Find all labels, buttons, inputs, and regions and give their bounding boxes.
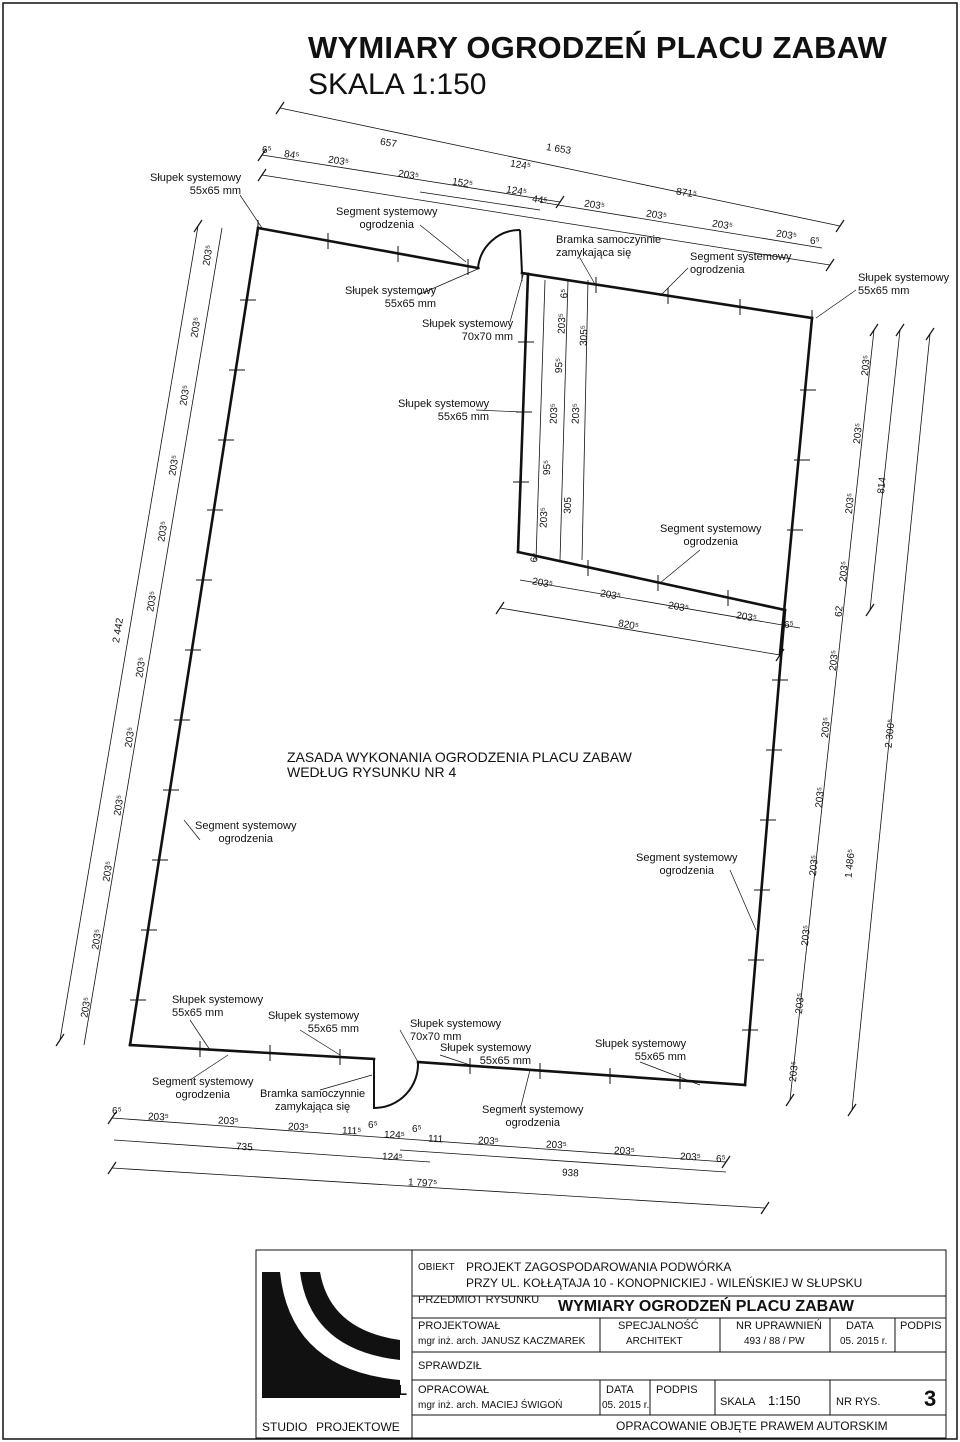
dim-right-seg1: 203⁵ [859, 354, 873, 377]
dim-bot-seg7: 203⁵ [679, 1151, 702, 1164]
tb-skala-value: 1:150 [768, 1393, 801, 1408]
dim-top-seg5: 203⁵ [711, 218, 734, 233]
logo-projektowe: PROJEKTOWE [316, 1420, 400, 1434]
dim-bot-124b: 124⁵ [381, 1151, 404, 1164]
dim-notch-305a: 305⁵ [578, 324, 591, 347]
tb-data2-value: 05. 2015 r. [602, 1400, 650, 1411]
dim-bot-seg2: 203⁵ [217, 1115, 240, 1128]
dim-bot-small4: 6⁵ [716, 1154, 726, 1165]
tb-opracowal-label: OPRACOWAŁ [418, 1384, 490, 1396]
dim-left-seg7: 203⁵ [134, 656, 149, 679]
tb-specjalnosc-value: ARCHITEKT [626, 1336, 683, 1347]
dim-bottom-left-group: 735 [235, 1141, 253, 1154]
dim-left-total: 2 442 [111, 617, 126, 644]
dim-notch-bot-seg2: 203⁵ [599, 588, 622, 603]
dim-right-seg7: 203⁵ [813, 786, 827, 809]
dim-notch-bot-seg3: 203⁵ [667, 600, 690, 615]
dim-top-small: 6⁵ [262, 145, 272, 156]
tb-podpis2-label: PODPIS [656, 1384, 698, 1396]
label-gate-bot: Bramka samoczynnie zamykająca się [260, 1088, 366, 1113]
dim-right-seg2: 203⁵ [851, 422, 865, 445]
dim-notch-seg4: 203⁵ [538, 506, 551, 529]
dim-notch-seg1: 203⁵ [556, 312, 569, 335]
tb-skala-label: SKALA [720, 1396, 756, 1408]
tb-przedmiot-label: PRZEDMIOT RYSUNKU [418, 1294, 540, 1306]
label-segment-bot1: Segment systemowy ogrodzenia [152, 1076, 254, 1101]
dim-left-seg3: 203⁵ [178, 384, 193, 407]
dim-top-seg2: 203⁵ [397, 168, 420, 183]
dim-left-seg8: 203⁵ [123, 726, 138, 749]
dim-notch-small: 6⁵ [559, 288, 571, 299]
label-post-bot3: Słupek systemowy 55x65 mm [440, 1042, 532, 1067]
dim-right-seg4: 203⁵ [837, 560, 851, 583]
dim-bot-small1: 6⁵ [112, 1106, 122, 1117]
label-post-top-mid: Słupek systemowy 55x65 mm [345, 285, 437, 310]
dim-right-seg3: 203⁵ [843, 492, 857, 515]
dim-bot-111a: 111⁵ [341, 1125, 362, 1138]
dim-notch-bot-seg4: 203⁵ [735, 610, 758, 625]
dim-left-seg1: 203⁵ [201, 244, 216, 267]
dim-bot-small2: 6⁵ [368, 1120, 378, 1131]
tb-sprawdzil-label: SPRAWDZIŁ [418, 1360, 482, 1372]
dim-right-total: 814 [876, 476, 889, 495]
dim-left-seg5: 203⁵ [156, 520, 171, 543]
tb-podpis-label: PODPIS [900, 1320, 942, 1332]
dim-notch-small2: 6⁵ [529, 552, 541, 563]
dim-top-seg4: 203⁵ [645, 208, 668, 223]
dim-right-seg6: 203⁵ [819, 716, 833, 739]
fence-outline [130, 228, 812, 1085]
dim-top-left-group: 657 [379, 136, 398, 151]
dim-notch-right: 62 [833, 605, 846, 618]
dim-notch-95b: 95⁵ [541, 459, 554, 476]
dim-top-124b: 124⁵ [505, 184, 528, 199]
dim-right-seg9: 203⁵ [799, 924, 813, 947]
label-post-top-left: Słupek systemowy 55x65 mm [150, 172, 242, 197]
page-scale: SKALA 1:150 [308, 68, 487, 101]
dim-top-seg3: 203⁵ [583, 198, 606, 213]
tb-opracowal-value: mgr inż. arch. MACIEJ ŚWIGOŃ [418, 1400, 563, 1411]
dim-top-124a: 124⁵ [509, 158, 532, 173]
label-post-70-top: Słupek systemowy 70x70 mm [422, 318, 514, 343]
gate-bottom [374, 1059, 418, 1108]
logo-studio: STUDIO [262, 1420, 308, 1434]
tb-projektowal-label: PROJEKTOWAŁ [418, 1320, 501, 1332]
label-segment-left: Segment systemowy ogrodzenia [195, 820, 297, 845]
dim-right-seg8: 203⁵ [807, 854, 821, 877]
label-post-bot4: Słupek systemowy 55x65 mm [595, 1038, 687, 1063]
dim-left-seg2: 203⁵ [189, 316, 204, 339]
dim-notch-95a: 95⁵ [553, 357, 566, 374]
label-segment-right: Segment systemowy ogrodzenia [636, 852, 738, 877]
tb-data-label: DATA [846, 1320, 874, 1332]
post-ticks [130, 220, 816, 1089]
label-segment-top2: Segment systemowy ogrodzenia [690, 251, 792, 276]
dim-left-seg9: 203⁵ [112, 794, 127, 817]
dim-bot-124a: 124⁵ [383, 1129, 406, 1142]
tb-data-value: 05. 2015 r. [840, 1336, 888, 1347]
dim-top-84: 84⁵ [283, 148, 301, 163]
dim-bot-seg1: 203⁵ [147, 1111, 170, 1124]
dim-top-seg1: 203⁵ [327, 154, 350, 169]
dim-top-total: 1 653 [545, 142, 572, 157]
tb-copyright: OPRACOWANIE OBJĘTE PRAWEM AUTORSKIM [616, 1419, 888, 1433]
dim-left-seg4: 203⁵ [167, 454, 182, 477]
dim-bottom-total: 1 797⁵ [407, 1177, 438, 1190]
dim-right-seg5: 203⁵ [827, 649, 841, 672]
dim-top-seg6: 203⁵ [775, 228, 798, 243]
dim-left-seg12: 203⁵ [79, 996, 94, 1019]
dim-left-seg11: 203⁵ [90, 928, 105, 951]
dim-notch-305: 305 [562, 496, 575, 515]
label-gate-top: Bramka samoczynnie zamykająca się [556, 234, 662, 259]
dim-top-152: 152⁵ [451, 176, 474, 191]
tb-nr-upr-value: 493 / 88 / PW [744, 1336, 805, 1347]
dim-bot-111: 111 [427, 1133, 444, 1146]
dim-notch-bottom: 820⁵ [617, 618, 640, 633]
dim-bottom-right-group: 938 [561, 1167, 579, 1180]
tb-nr-rys-value: 3 [924, 1386, 937, 1411]
label-segment-top1: Segment systemowy ogrodzenia [336, 206, 438, 231]
dim-notch-bot-seg1: 203⁵ [531, 576, 554, 591]
dim-bot-seg6: 203⁵ [613, 1145, 636, 1158]
dim-left-seg6: 203⁵ [145, 590, 160, 613]
tb-nr-upr-label: NR UPRAWNIEŃ [736, 1320, 822, 1332]
dim-top-small2: 6⁵ [810, 236, 820, 247]
dim-notch-seg2: 203⁵ [548, 402, 561, 425]
dim-bot-seg3: 203⁵ [287, 1121, 310, 1134]
page-title: WYMIARY OGRODZEŃ PLACU ZABAW [308, 30, 888, 65]
dim-bot-seg4: 203⁵ [477, 1135, 500, 1148]
dim-right-lower-total: 2 300⁵ [883, 718, 898, 749]
tb-obiekt-line1: PROJEKT ZAGOSPODAROWANIA PODWÓRKA [466, 1260, 732, 1274]
dim-right-seg11: 203⁵ [787, 1060, 801, 1083]
tb-obiekt-label: OBIEKT [418, 1262, 455, 1273]
label-post-bot1: Słupek systemowy 55x65 mm [172, 994, 264, 1019]
dim-top-44: 44⁵ [531, 193, 549, 208]
dim-right-seg10: 203⁵ [793, 992, 807, 1015]
tb-przedmiot-value: WYMIARY OGRODZEŃ PLACU ZABAW [558, 1298, 854, 1315]
label-post-70-bot: Słupek systemowy 70x70 mm [410, 1018, 502, 1043]
profil-logo-graphic [262, 1272, 400, 1398]
dim-notch-seg3: 203⁵ [570, 402, 583, 425]
tb-nr-rys-label: NR RYS. [836, 1396, 881, 1408]
gate-top [478, 230, 522, 273]
label-segment-notch: Segment systemowy ogrodzenia [660, 523, 762, 548]
tb-data2-label: DATA [606, 1384, 634, 1396]
dim-left-seg10: 203⁵ [101, 860, 116, 883]
dim-notch-bot-small: 6⁵ [784, 620, 794, 631]
dim-bot-seg5: 203⁵ [545, 1139, 568, 1152]
center-note: ZASADA WYKONANIA OGRODZENIA PLACU ZABAW WEDŁUG RYSUNKU NR 4 [287, 749, 632, 780]
dim-top-right-group: 871⁵ [675, 186, 698, 201]
tb-obiekt-line2: PRZY UL. KOŁŁĄTAJA 10 - KONOPNICKIEJ - WILEŃSKIEJ W SŁUPSKU [466, 1276, 863, 1290]
dim-bot-small3: 6⁵ [412, 1124, 422, 1135]
label-post-top-right: Słupek systemowy 55x65 mm [858, 272, 950, 297]
dim-right-lower-part: 1 486⁵ [843, 848, 858, 879]
logo-profil-word: PROFIL [352, 1382, 407, 1399]
label-post-bot2: Słupek systemowy 55x65 mm [268, 1010, 360, 1035]
tb-projektowal-value: mgr inż. arch. JANUSZ KACZMAREK [418, 1336, 586, 1347]
tb-specjalnosc-label: SPECJALNOŚĆ [618, 1320, 699, 1332]
label-post-inner: Słupek systemowy 55x65 mm [398, 398, 490, 423]
label-segment-bot2: Segment systemowy ogrodzenia [482, 1104, 584, 1129]
